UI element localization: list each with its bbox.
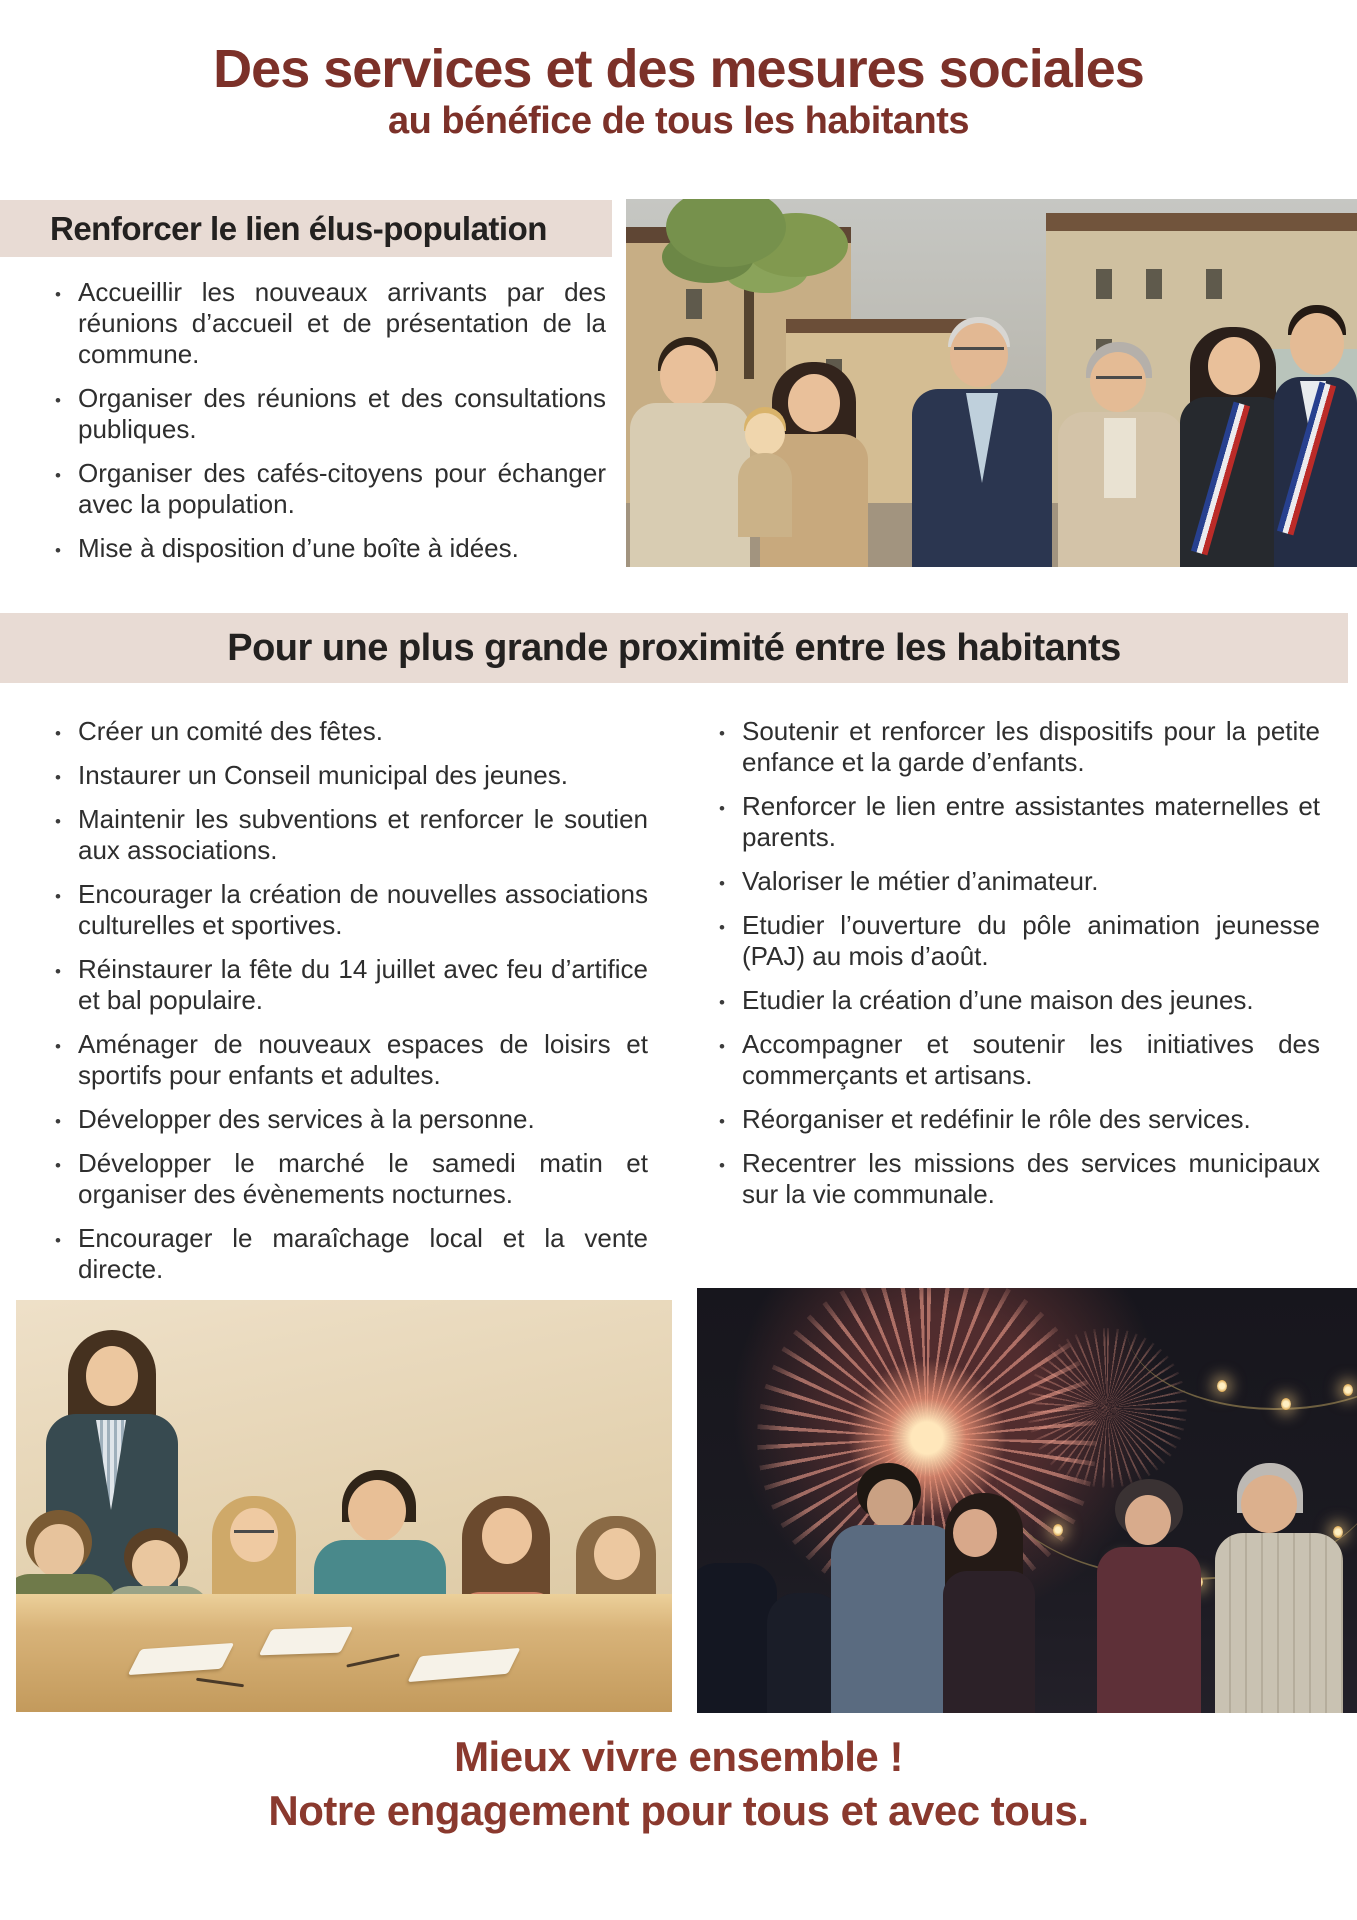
bullet-item: • Maintenir les subventions et renforcer le soutien aux associations. <box>48 804 648 866</box>
woman-maroon-top <box>1097 1547 1201 1713</box>
glasses <box>954 347 1004 350</box>
footer-line-1: Mieux vivre ensemble ! <box>454 1733 903 1780</box>
page-title: Des services et des mesures sociales <box>213 39 1144 99</box>
face <box>34 1524 84 1578</box>
bullet-item: • Développer le marché le samedi matin et organiser des évènements nocturnes. <box>48 1148 648 1210</box>
bullet-list-proximite-left <box>48 716 648 1298</box>
face <box>132 1540 180 1590</box>
woman-face <box>1125 1495 1171 1545</box>
bullet-item: • Etudier la création d’une maison des jeunes. <box>712 985 1320 1016</box>
person-elderly-woman-beige <box>1056 342 1186 567</box>
meeting-table <box>16 1594 672 1712</box>
bullet-item: • Encourager la création de nouvelles associations culturelles et sportives. <box>48 879 648 941</box>
person-elderly-man-navy <box>912 317 1052 567</box>
woman-top <box>943 1571 1035 1713</box>
dancing-couple-center <box>817 1453 1077 1713</box>
window <box>1096 269 1112 299</box>
bullet-item: • Soutenir et renforcer les dispositifs pour la petite enfance et la garde d’enfants. <box>712 716 1320 778</box>
man-face <box>1241 1475 1297 1533</box>
dancing-couple-right <box>1097 1463 1357 1713</box>
bullet-item: • Instaurer un Conseil municipal des jeunes. <box>48 760 648 791</box>
bullet-item: • Valoriser le métier d’animateur. <box>712 866 1320 897</box>
inner-top <box>1104 418 1136 498</box>
man-plaid-shirt <box>1215 1533 1343 1713</box>
bullet-item: • Accueillir les nouveaux arrivants par des réunions d’accueil et de présentation de la commune. <box>48 277 606 370</box>
face <box>950 323 1008 387</box>
bullet-item: • Accompagner et soutenir les initiatives des commerçants et artisans. <box>712 1029 1320 1091</box>
glasses <box>1096 376 1142 379</box>
person-toddler <box>730 407 800 537</box>
bullet-item: • Etudier l’ouverture du pôle animation jeunesse (PAJ) au mois d’août. <box>712 910 1320 972</box>
light-bulb <box>1217 1380 1227 1392</box>
section-header-proximite <box>0 613 1348 683</box>
bullet-item: • Développer des services à la personne. <box>48 1104 648 1135</box>
bullet-item: • Réorganiser et redéfinir le rôle des services. <box>712 1104 1320 1135</box>
section-title: Pour une plus grande proximité entre les habitants <box>227 627 1121 669</box>
window <box>1146 269 1162 299</box>
man-shirt <box>831 1525 959 1713</box>
light-bulb <box>1343 1384 1353 1396</box>
face <box>1208 337 1260 395</box>
person-mayor-navy-suit <box>1274 305 1357 567</box>
section-header-lien-elus <box>0 200 612 257</box>
face <box>482 1508 532 1564</box>
fireworks-dance-photo <box>697 1288 1357 1713</box>
face <box>230 1508 278 1562</box>
bullet-list-proximite-right <box>712 716 1320 1223</box>
face <box>86 1346 138 1406</box>
footer-line-2: Notre engagement pour tous et avec tous. <box>268 1787 1089 1834</box>
face <box>745 413 785 455</box>
woman-face <box>953 1509 997 1557</box>
man-face <box>867 1479 913 1529</box>
bullet-item: • Encourager le maraîchage local et la vente directe. <box>48 1223 648 1285</box>
face <box>1090 352 1146 412</box>
face <box>348 1480 406 1542</box>
page-subtitle: au bénéfice de tous les habitants <box>387 100 970 142</box>
section-title: Renforcer le lien élus-population <box>50 210 547 247</box>
bullet-item: • Mise à disposition d’une boîte à idées. <box>48 533 606 564</box>
officials-residents-photo <box>626 199 1357 567</box>
glasses <box>234 1530 274 1533</box>
face <box>1290 313 1344 375</box>
bullet-item: • Recentrer les missions des services municipaux sur la vie communale. <box>712 1148 1320 1210</box>
youth-meeting-photo <box>16 1300 672 1712</box>
light-bulb <box>1281 1398 1291 1410</box>
footer-slogan <box>0 1730 1357 1838</box>
bullet-list-lien-elus <box>48 277 606 577</box>
crowd-silhouette <box>697 1563 777 1713</box>
torso <box>738 453 792 537</box>
bullet-item: • Renforcer le lien entre assistantes maternelles et parents. <box>712 791 1320 853</box>
window <box>1206 269 1222 299</box>
bullet-item: • Créer un comité des fêtes. <box>48 716 648 747</box>
bullet-item: • Aménager de nouveaux espaces de loisirs et sportifs pour enfants et adultes. <box>48 1029 648 1091</box>
face <box>594 1528 640 1580</box>
bullet-item: • Organiser des réunions et des consultations publiques. <box>48 383 606 445</box>
bullet-item: • Organiser des cafés-citoyens pour échanger avec la population. <box>48 458 606 520</box>
bullet-item: • Réinstaurer la fête du 14 juillet avec feu d’artifice et bal populaire. <box>48 954 648 1016</box>
window <box>686 289 702 319</box>
paper-sheet <box>259 1627 353 1656</box>
face <box>660 345 716 407</box>
